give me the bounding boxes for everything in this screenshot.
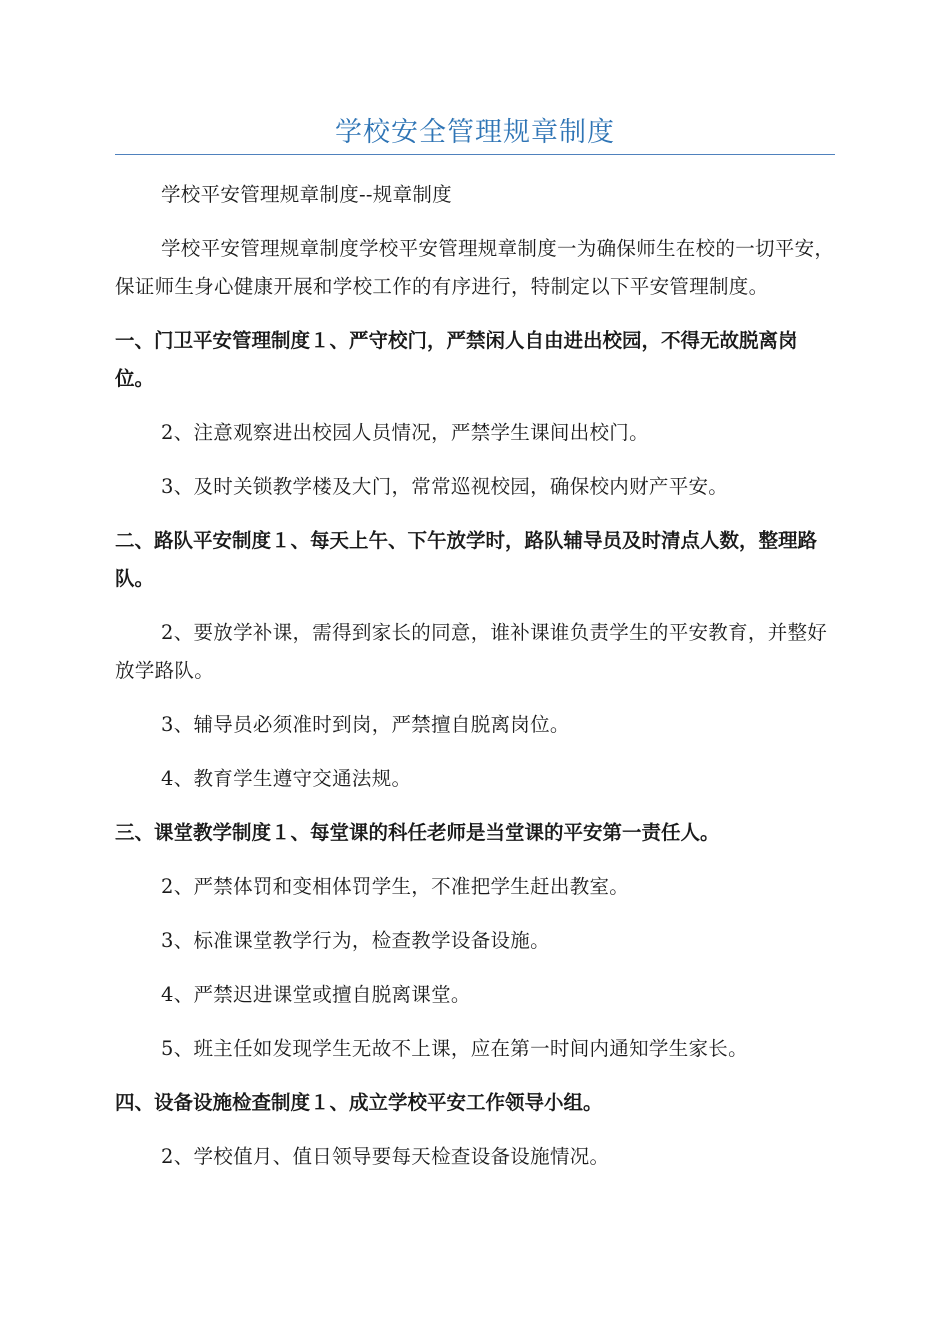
- section-heading: 一、门卫平安管理制度１、严守校门，严禁闲人自由进出校园，不得无故脱离岗位。: [115, 329, 798, 390]
- section-item: 3、辅导员必须准时到岗，严禁擅自脱离岗位。: [161, 713, 570, 736]
- section-item: 4、教育学生遵守交通法规。: [161, 767, 412, 790]
- intro-paragraph: 学校平安管理规章制度学校平安管理规章制度一为确保师生在校的一切平安，保证师生身心健康开展和学校工作的有序进行，特制定以下平安管理制度。: [115, 237, 835, 298]
- section-item: 4、严禁迟进课堂或擅自脱离课堂。: [161, 983, 471, 1006]
- section-heading: 四、设备设施检查制度１、成立学校平安工作领导小组。: [115, 1091, 603, 1114]
- title-underline: [115, 154, 835, 155]
- section-item: 2、严禁体罚和变相体罚学生，不准把学生赶出教室。: [161, 875, 630, 898]
- section-item: 3、标准课堂教学行为，检查教学设备设施。: [161, 929, 550, 952]
- subtitle-paragraph: 学校平安管理规章制度--规章制度: [161, 183, 452, 206]
- section-item: 2、要放学补课，需得到家长的同意，谁补课谁负责学生的平安教育，并整好放学路队。: [115, 621, 828, 682]
- section-item: 2、注意观察进出校园人员情况，严禁学生课间出校门。: [161, 421, 649, 444]
- document-title: 学校安全管理规章制度: [335, 117, 615, 148]
- section-heading: 三、课堂教学制度１、每堂课的科任老师是当堂课的平安第一责任人。: [115, 821, 720, 844]
- section-heading: 二、路队平安制度１、每天上午、下午放学时，路队辅导员及时清点人数，整理路队。: [115, 529, 818, 590]
- document-body: [115, 176, 835, 1176]
- section-item: 5、班主任如发现学生无故不上课，应在第一时间内通知学生家长。: [161, 1037, 748, 1060]
- section-item: 2、学校值月、值日领导要每天检查设备设施情况。: [161, 1145, 610, 1168]
- section-item: 3、及时关锁教学楼及大门，常常巡视校园，确保校内财产平安。: [161, 475, 729, 498]
